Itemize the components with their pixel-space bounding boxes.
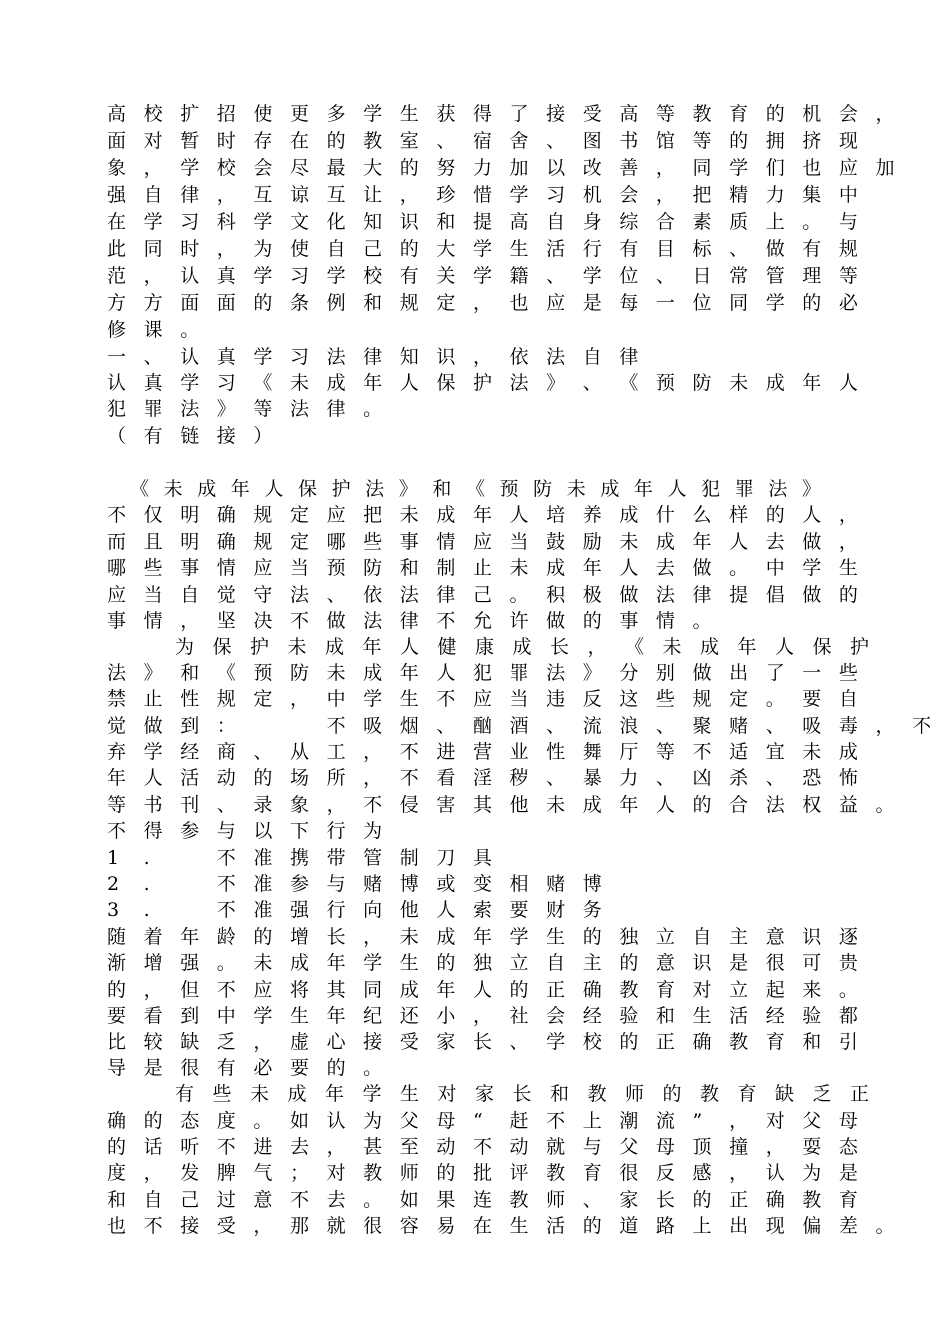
text-line: 此 同 时 ， 为 使 自 己 的 大 学 生 活 行 有 目 标 、 做 有 规 [107,238,858,260]
text-line: 比 较 缺 乏 ， 虚 心 接 受 家 长 、 学 校 的 正 确 教 育 和 引 [107,1031,858,1053]
text-line: 方 方 面 面 的 条 例 和 规 定 ， 也 应 是 每 一 位 同 学 的 必 [107,292,858,314]
text-line: 法 》 和 《 预 防 未 成 年 人 犯 罪 法 》 分 别 做 出 了 一 些 [107,662,858,684]
text-line: 要 看 到 中 学 生 年 纪 还 小 ， 社 会 经 验 和 生 活 经 验 都 [107,1005,858,1027]
text-line: 和 自 己 过 意 不 去 。 如 果 连 教 师 、 家 长 的 正 确 教 育 [107,1189,858,1211]
list-item: 1 . 不 准 携 带 管 制 刀 具 [107,847,492,869]
text-line: 修 课 。 [107,319,200,341]
text-line: 导 是 很 有 必 要 的 。 [107,1057,383,1079]
text-line: 高 校 扩 招 使 更 多 学 生 获 得 了 接 受 高 等 教 育 的 机 会 ， [107,103,895,125]
text-line: 范 ， 认 真 学 习 学 校 有 关 学 籍 、 学 位 、 日 常 管 理 等 [107,265,858,287]
list-item: 2 . 不 准 参 与 赌 博 或 变 相 赌 博 [107,873,602,895]
text-line: 确 的 态 度 。 如 认 为 父 母 “ 赶 不 上 潮 流 ” ， 对 父 母 [107,1110,858,1132]
blank-line [107,451,857,477]
text-line: 犯 罪 法 》 等 法 律 。 [107,398,383,420]
text-line: 不 得 参 与 以 下 行 为 [107,820,383,842]
text-line: 渐 增 强 。 未 成 年 学 生 的 独 立 自 主 的 意 识 是 很 可 贵 [107,952,858,974]
text-line: 禁 止 性 规 定 ， 中 学 生 不 应 当 违 反 这 些 规 定 。 要 自 [107,688,858,710]
text-line: 觉 做 到 ： 不 吸 烟 、 酗 酒 、 流 浪 、 聚 赌 、 吸 毒 ， 不 [107,715,932,737]
text-line: 强 自 律 ， 互 谅 互 让 ， 珍 惜 学 习 机 会 ， 把 精 力 集 中 [107,184,858,206]
text-line: 等 书 刊 、 录 象 ， 不 侵 害 其 他 未 成 年 人 的 合 法 权 益 。 [107,794,895,816]
text-line: 认 真 学 习 《 未 成 年 人 保 护 法 》 、 《 预 防 未 成 年 人 [107,372,858,394]
text-line: 而 且 明 确 规 定 哪 些 事 情 应 当 鼓 励 未 成 年 人 去 做 ， [107,531,858,553]
text-line: 的 话 听 不 进 去 ， 甚 至 动 不 动 就 与 父 母 顶 撞 ， 耍 态 [107,1136,858,1158]
text-line: 随 着 年 龄 的 增 长 ， 未 成 年 学 生 的 独 立 自 主 意 识 逐 [107,926,858,948]
list-item: 3 . 不 准 强 行 向 他 人 索 要 财 务 [107,899,602,921]
text-line: 应 当 自 觉 守 法 、 依 法 律 己 。 积 极 做 法 律 提 倡 做 的 [107,584,858,606]
text-line: 在 学 习 科 学 文 化 知 识 和 提 高 自 身 综 合 素 质 上 。 与 [107,211,858,233]
text-line: 为 保 护 未 成 年 人 健 康 成 长 ， 《 未 成 年 人 保 护 [175,636,870,658]
text-line: 也 不 接 受 ， 那 就 很 容 易 在 生 活 的 道 路 上 出 现 偏 差 。 [107,1215,895,1237]
text-line: 《 未 成 年 人 保 护 法 》 和 《 预 防 未 成 年 人 犯 罪 法 》 [130,478,821,500]
text-line: 不 仅 明 确 规 定 应 把 未 成 年 人 培 养 成 什 么 样 的 人 ， [107,504,858,526]
text-line: 度 ， 发 脾 气 ； 对 教 师 的 批 评 教 育 很 反 感 ， 认 为 是 [107,1162,858,1184]
text-line: 弃 学 经 商 、 从 工 ， 不 进 营 业 性 舞 厅 等 不 适 宜 未 成 [107,741,858,763]
text-line: 年 人 活 动 的 场 所 ， 不 看 淫 秽 、 暴 力 、 凶 杀 、 恐 怖 [107,767,858,789]
text-line: 面 对 暂 时 存 在 的 教 室 、 宿 舍 、 图 书 馆 等 的 拥 挤 现 [107,130,858,152]
text-line: 事 情 ， 坚 决 不 做 法 律 不 允 许 做 的 事 情 。 [107,610,712,632]
text-line: 哪 些 事 情 应 当 预 防 和 制 止 未 成 年 人 去 做 。 中 学 生 [107,557,858,579]
link-note[interactable]: （ 有 链 接 ） [107,425,273,447]
text-line: 有 些 未 成 年 学 生 对 家 长 和 教 师 的 教 育 缺 乏 正 [175,1083,870,1105]
text-line: 象 ， 学 校 会 尽 最 大 的 努 力 加 以 改 善 ， 同 学 们 也 应 加 [107,157,895,179]
section-heading: 一 、 认 真 学 习 法 律 知 识 ， 依 法 自 律 [107,346,639,368]
text-line: 的 ， 但 不 应 将 其 同 成 年 人 的 正 确 教 育 对 立 起 来 。 [107,979,858,1001]
